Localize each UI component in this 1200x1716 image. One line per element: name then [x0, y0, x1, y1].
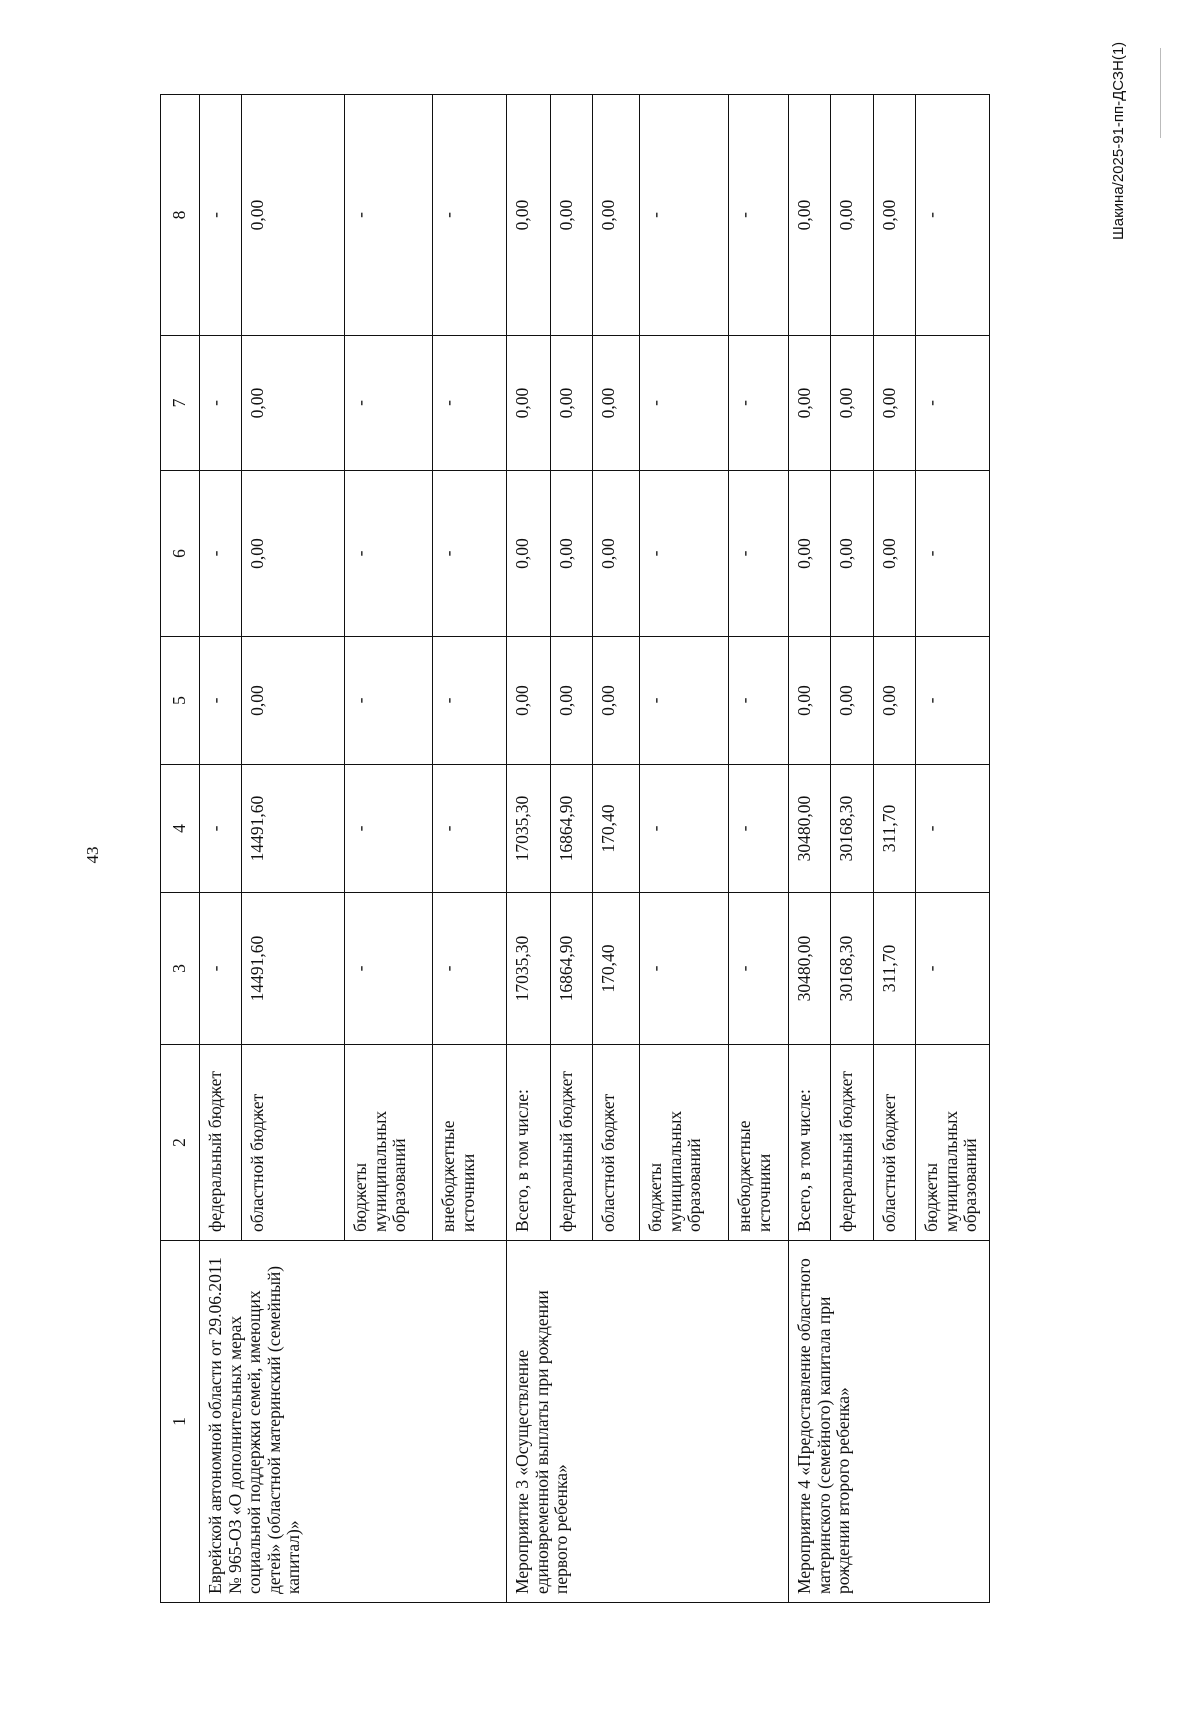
value-cell-col-5: - — [200, 637, 242, 765]
value-cell-col-8: 0,00 — [874, 95, 916, 336]
table-row — [789, 95, 831, 1603]
value-cell-col-3: - — [200, 893, 242, 1045]
value-cell-col-6: - — [640, 471, 729, 637]
value-cell-col-4: 17035,30 — [507, 765, 551, 893]
value-cell-col-4: 16864,90 — [551, 765, 593, 893]
value-cell-col-3: - — [433, 893, 507, 1045]
funding-source-cell: Всего, в том числе: — [507, 1045, 551, 1241]
value-cell-col-7: 0,00 — [242, 336, 345, 471]
measure-name-cell: Мероприятие 3 «Осуществление единовременной выплаты при рождении первого ребенка» — [507, 1241, 789, 1603]
value-cell-col-5: 0,00 — [789, 637, 831, 765]
header-col-6: 6 — [161, 471, 200, 637]
value-cell-col-6: 0,00 — [507, 471, 551, 637]
value-cell-col-7: 0,00 — [874, 336, 916, 471]
funding-source-cell: областной бюджет — [874, 1045, 916, 1241]
table-row — [507, 95, 551, 1603]
value-cell-col-7: - — [916, 336, 990, 471]
value-cell-col-8: - — [916, 95, 990, 336]
value-cell-col-3: - — [916, 893, 990, 1045]
table-row — [200, 95, 242, 1603]
value-cell-col-4: 170,40 — [593, 765, 640, 893]
value-cell-col-3: - — [345, 893, 433, 1045]
value-cell-col-7: 0,00 — [831, 336, 874, 471]
value-cell-col-5: - — [916, 637, 990, 765]
value-cell-col-4: 30168,30 — [831, 765, 874, 893]
value-cell-col-3: 170,40 — [593, 893, 640, 1045]
value-cell-col-7: 0,00 — [593, 336, 640, 471]
value-cell-col-7: - — [345, 336, 433, 471]
page-number: 43 — [83, 846, 102, 864]
measure-name-cell: Еврейской автономной области от 29.06.2011 № 965-ОЗ «О дополнительных мерах социальной поддержки семей, имеющих детей» (областной материнский (семейный) капитал)» — [200, 1241, 507, 1603]
value-cell-col-8: 0,00 — [789, 95, 831, 336]
value-cell-col-4: 30480,00 — [789, 765, 831, 893]
header-col-8: 8 — [161, 95, 200, 336]
header-col-1: 1 — [161, 1241, 200, 1603]
funding-source-cell: федеральный бюджет — [831, 1045, 874, 1241]
value-cell-col-7: - — [640, 336, 729, 471]
value-cell-col-7: - — [433, 336, 507, 471]
funding-source-cell: бюджеты муниципальных образований — [345, 1045, 433, 1241]
value-cell-col-8: 0,00 — [831, 95, 874, 336]
value-cell-col-6: - — [200, 471, 242, 637]
funding-table — [160, 94, 990, 1603]
value-cell-col-8: - — [200, 95, 242, 336]
value-cell-col-5: 0,00 — [507, 637, 551, 765]
value-cell-col-5: 0,00 — [831, 637, 874, 765]
funding-source-cell: внебюджетные источники — [729, 1045, 789, 1241]
value-cell-col-5: - — [640, 637, 729, 765]
value-cell-col-5: - — [345, 637, 433, 765]
funding-source-cell: областной бюджет — [593, 1045, 640, 1241]
header-col-7: 7 — [161, 336, 200, 471]
value-cell-col-7: 0,00 — [551, 336, 593, 471]
value-cell-col-4: - — [916, 765, 990, 893]
value-cell-col-6: - — [916, 471, 990, 637]
value-cell-col-8: - — [345, 95, 433, 336]
value-cell-col-6: 0,00 — [242, 471, 345, 637]
value-cell-col-5: 0,00 — [242, 637, 345, 765]
value-cell-col-6: - — [433, 471, 507, 637]
header-col-3: 3 — [161, 893, 200, 1045]
funding-source-cell: бюджеты муниципальных образований — [640, 1045, 729, 1241]
value-cell-col-8: 0,00 — [507, 95, 551, 336]
funding-source-cell: федеральный бюджет — [551, 1045, 593, 1241]
value-cell-col-4: 311,70 — [874, 765, 916, 893]
funding-source-cell: внебюджетные источники — [433, 1045, 507, 1241]
value-cell-col-4: 14491,60 — [242, 765, 345, 893]
value-cell-col-8: - — [729, 95, 789, 336]
value-cell-col-8: 0,00 — [593, 95, 640, 336]
header-col-4: 4 — [161, 765, 200, 893]
funding-source-cell: бюджеты муниципальных образований — [916, 1045, 990, 1241]
header-col-2: 2 — [161, 1045, 200, 1241]
value-cell-col-3: 311,70 — [874, 893, 916, 1045]
value-cell-col-5: - — [433, 637, 507, 765]
value-cell-col-3: 30480,00 — [789, 893, 831, 1045]
value-cell-col-4: - — [200, 765, 242, 893]
rotated-table-container — [160, 95, 1200, 1603]
value-cell-col-5: 0,00 — [874, 637, 916, 765]
value-cell-col-7: 0,00 — [507, 336, 551, 471]
value-cell-col-4: - — [640, 765, 729, 893]
funding-source-cell: областной бюджет — [242, 1045, 345, 1241]
value-cell-col-7: - — [729, 336, 789, 471]
value-cell-col-4: - — [433, 765, 507, 893]
value-cell-col-6: 0,00 — [551, 471, 593, 637]
value-cell-col-7: - — [200, 336, 242, 471]
value-cell-col-3: - — [729, 893, 789, 1045]
value-cell-col-8: 0,00 — [551, 95, 593, 336]
value-cell-col-6: 0,00 — [789, 471, 831, 637]
value-cell-col-3: 14491,60 — [242, 893, 345, 1045]
value-cell-col-4: - — [345, 765, 433, 893]
value-cell-col-6: 0,00 — [874, 471, 916, 637]
funding-source-cell: федеральный бюджет — [200, 1045, 242, 1241]
value-cell-col-8: - — [433, 95, 507, 336]
value-cell-col-6: 0,00 — [593, 471, 640, 637]
value-cell-col-3: 17035,30 — [507, 893, 551, 1045]
funding-source-cell: Всего, в том числе: — [789, 1045, 831, 1241]
value-cell-col-3: - — [640, 893, 729, 1045]
value-cell-col-3: 16864,90 — [551, 893, 593, 1045]
value-cell-col-8: 0,00 — [242, 95, 345, 336]
value-cell-col-6: - — [345, 471, 433, 637]
value-cell-col-4: - — [729, 765, 789, 893]
table-body — [200, 95, 990, 1603]
value-cell-col-5: - — [729, 637, 789, 765]
header-row — [161, 95, 200, 1603]
document-code: Шакина/2025-91-пп-ДСЗН(1) — [1110, 41, 1127, 240]
value-cell-col-5: 0,00 — [593, 637, 640, 765]
measure-name-cell: Мероприятие 4 «Предоставление областного материнского (семейного) капитала при рождении второго ребенка» — [789, 1241, 990, 1603]
value-cell-col-3: 30168,30 — [831, 893, 874, 1045]
value-cell-col-5: 0,00 — [551, 637, 593, 765]
value-cell-col-6: - — [729, 471, 789, 637]
header-col-5: 5 — [161, 637, 200, 765]
value-cell-col-7: 0,00 — [789, 336, 831, 471]
value-cell-col-6: 0,00 — [831, 471, 874, 637]
value-cell-col-8: - — [640, 95, 729, 336]
